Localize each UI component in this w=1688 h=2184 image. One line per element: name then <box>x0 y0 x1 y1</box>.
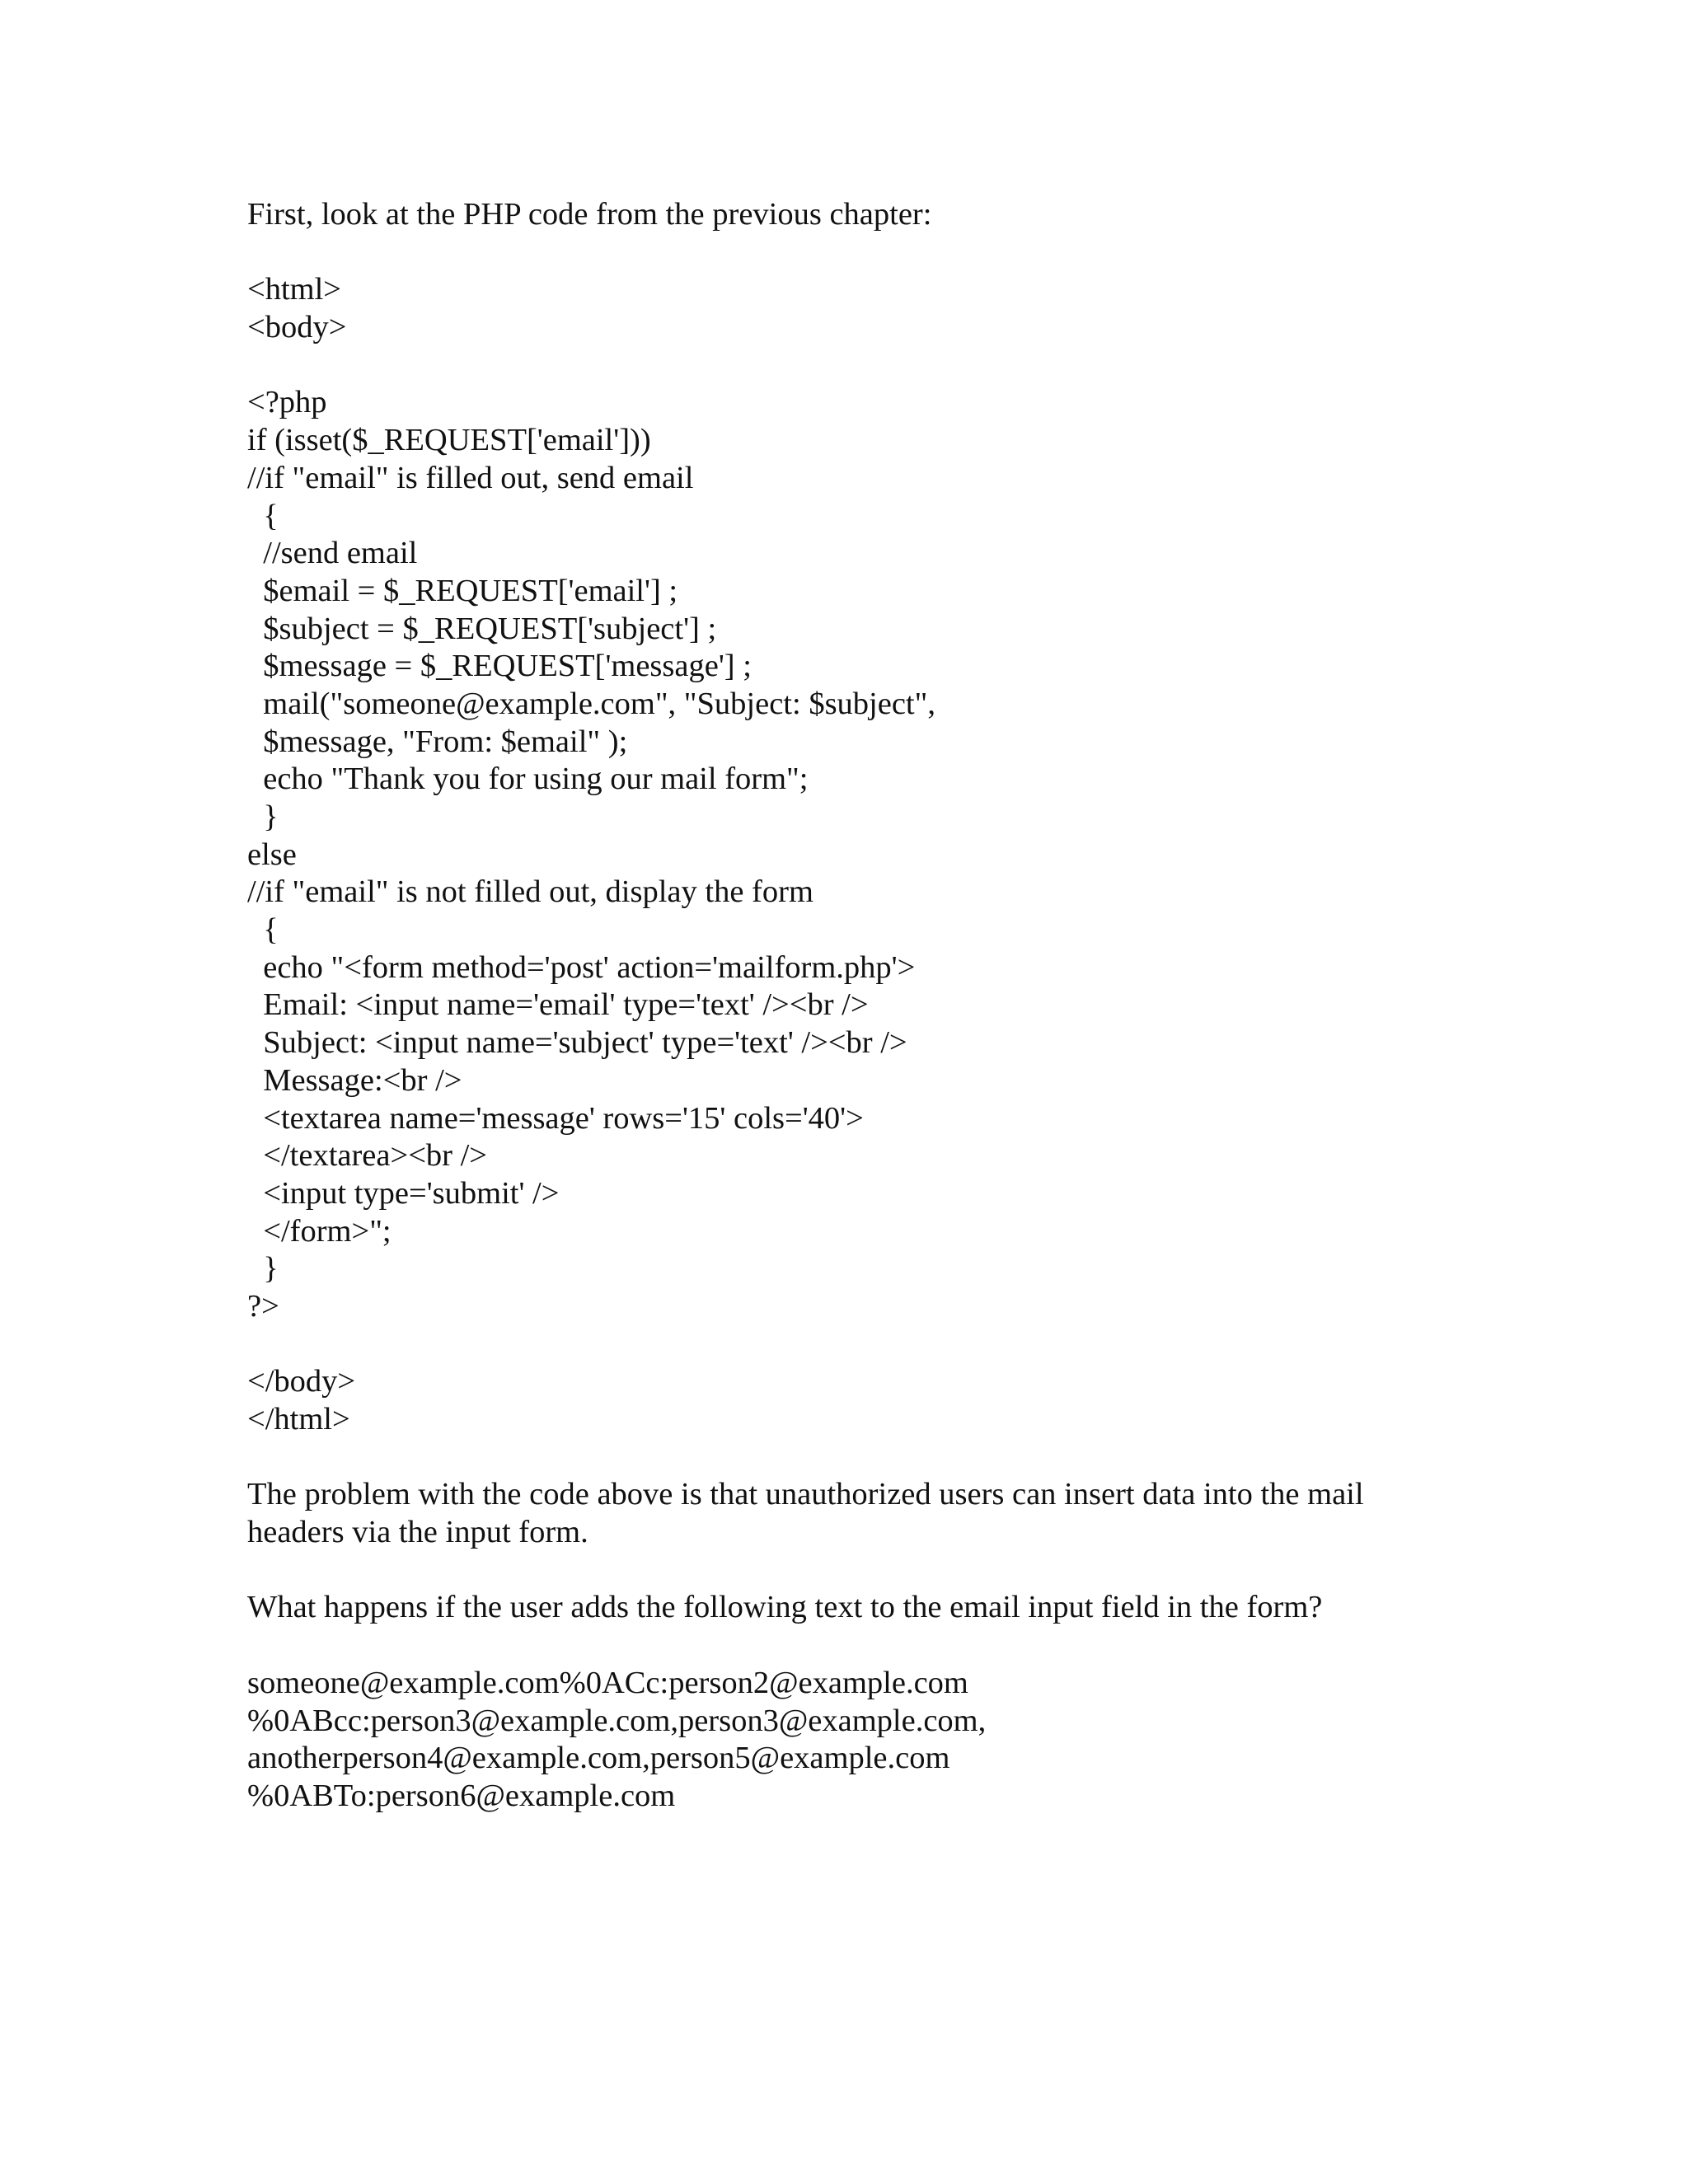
code-line: else <box>247 837 297 872</box>
code-line: { <box>247 912 279 948</box>
code-line: <textarea name='message' rows='15' cols='40'> <box>247 1100 864 1136</box>
code-line: echo "<form method='post' action='mailform.php'> <box>247 949 916 985</box>
injection-example <box>247 1665 1451 1816</box>
code-line: echo "Thank you for using our mail form"; <box>247 762 809 797</box>
code-line: if (isset($_REQUEST['email'])) <box>247 423 651 458</box>
code-line: </html> <box>247 1402 350 1436</box>
code-line: <input type='submit' /> <box>247 1175 560 1211</box>
intro-text: First, look at the PHP code from the previous chapter: <box>247 197 932 232</box>
code-line: $message, "From: $email" ); <box>247 724 628 759</box>
code-line: </textarea><br /> <box>247 1138 488 1174</box>
code-line: $email = $_REQUEST['email'] ; <box>247 573 678 608</box>
code-line <box>247 1326 1451 1364</box>
code-line: Email: <input name='email' type='text' /><br /> <box>247 987 869 1023</box>
spacer <box>247 1627 1451 1665</box>
code-line: //if "email" is not filled out, display the form <box>247 874 814 910</box>
spacer <box>247 234 1451 272</box>
code-line: </form>"; <box>247 1213 392 1249</box>
injection-line: anotherperson4@example.com,person5@example.com <box>247 1741 950 1776</box>
injection-line: someone@example.com%0ACc:person2@example.com <box>247 1665 968 1700</box>
code-line: //if "email" is filled out, send email <box>247 460 694 495</box>
code-line: </body> <box>247 1364 356 1399</box>
php-code-block <box>247 271 1451 1438</box>
code-line: //send email <box>247 536 418 571</box>
code-line: ?> <box>247 1288 279 1324</box>
code-line: Subject: <input name='subject' type='text' /><br /> <box>247 1025 907 1061</box>
code-line: <body> <box>247 310 347 345</box>
code-line: { <box>247 498 279 533</box>
code-line: <?php <box>247 385 327 420</box>
code-line: } <box>247 1251 279 1286</box>
spacer <box>247 1552 1451 1590</box>
question-text: What happens if the user adds the following text to the email input field in the form? <box>247 1590 1323 1625</box>
code-line: Message:<br /> <box>247 1062 462 1098</box>
code-line: $subject = $_REQUEST['subject'] ; <box>247 611 717 646</box>
code-line: <html> <box>247 272 342 307</box>
code-line: } <box>247 799 279 834</box>
code-line <box>247 347 1451 385</box>
code-line: $message = $_REQUEST['message'] ; <box>247 649 752 684</box>
code-line: mail("someone@example.com", "Subject: $subject", <box>247 686 935 721</box>
injection-line: %0ABTo:person6@example.com <box>247 1778 676 1813</box>
spacer <box>247 1439 1451 1477</box>
problem-text-line: The problem with the code above is that unauthorized users can insert data into the mail <box>247 1477 1364 1512</box>
document-content <box>247 196 1451 1816</box>
problem-paragraph <box>247 1476 1451 1551</box>
problem-text-line: headers via the input form. <box>247 1515 588 1550</box>
injection-line: %0ABcc:person3@example.com,person3@example.com, <box>247 1703 987 1738</box>
